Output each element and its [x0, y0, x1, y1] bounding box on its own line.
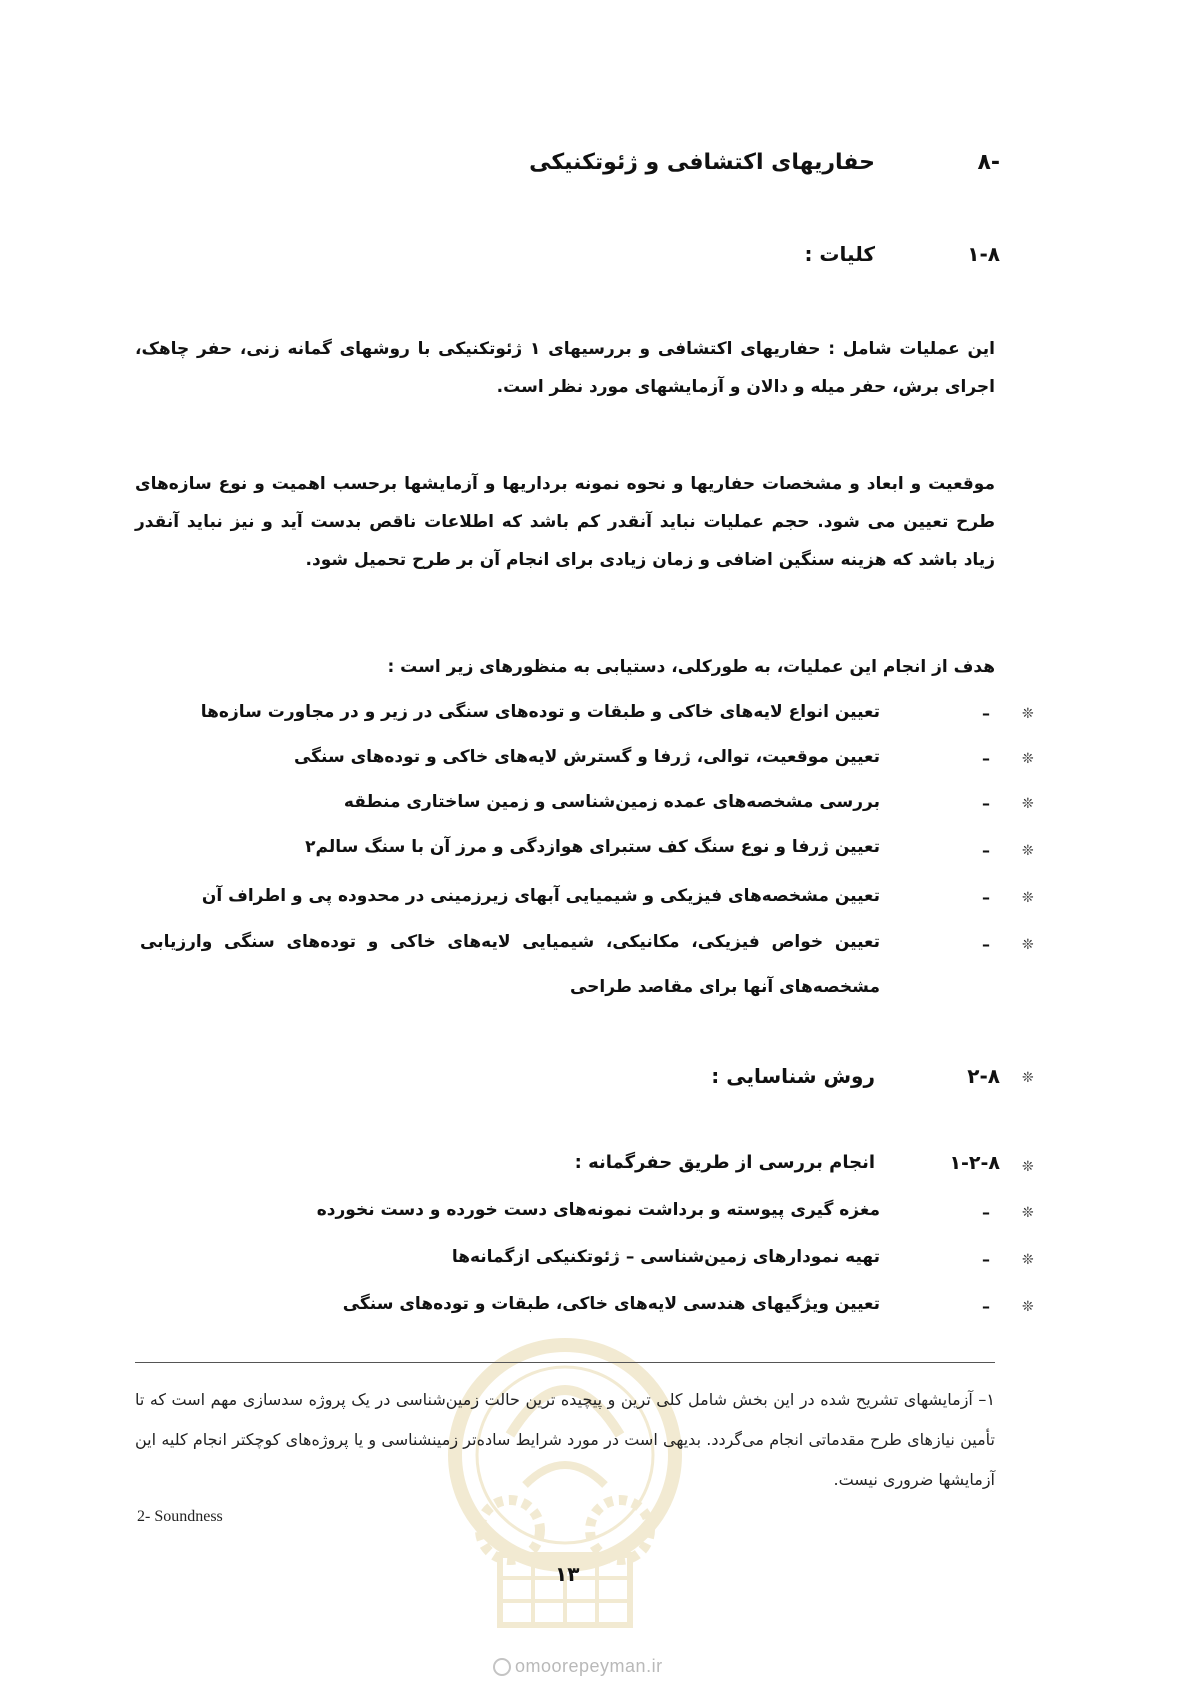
- footnote-divider: [135, 1362, 995, 1363]
- list-item: تعیین ژرفا و نوع سنگ کف ستبرای هوازدگی و مرز آن با سنگ سالم۲: [305, 837, 880, 857]
- footnote-2: 2- Soundness: [137, 1508, 223, 1525]
- subsection-title: انجام بررسی از طریق حفرگمانه :: [574, 1152, 875, 1173]
- section-number: ۸-: [977, 150, 1000, 175]
- subsection-number: ۱-۲-۸: [949, 1152, 1000, 1174]
- section-title: حفاریهای اکتشافی و ژئوتکنیکی: [529, 150, 875, 175]
- globe-icon: [493, 1658, 511, 1676]
- list-item: تعیین ویژگیهای هندسی لایه‌های خاکی، طبقات و توده‌های سنگی: [342, 1294, 880, 1314]
- dash-mark: –: [982, 1297, 990, 1316]
- dash-mark: –: [982, 794, 990, 813]
- subsection-number: ۱-۸: [967, 242, 1000, 266]
- goals-intro: هدف از انجام این عملیات، به طورکلی، دستیابی به منظورهای زیر است :: [387, 657, 995, 677]
- list-item: تهیه نمودارهای زمین‌شناسی – ژئوتکنیکی ازگمانه‌ها: [451, 1247, 880, 1267]
- subsection-number: ۲-۸: [967, 1064, 1000, 1088]
- paragraph-scope: موقعیت و ابعاد و مشخصات حفاریها و نحوه نمونه برداریها و آزمایشها برحسب اهمیت و نوع سازه‌های طرح تعیین می شود. حجم عملیات نباید آنقدر کم باشد که اطلاعات ناقص بدست آید و نیز نباید آنقدر زیاد باشد که هزینه سنگین اضافی و زمان زیادی برای انجام آن بر طرح تحمیل شود.: [135, 474, 995, 570]
- bullet-icon: ❊: [1022, 1299, 1034, 1315]
- website-url: omoorepeyman.ir: [515, 1656, 663, 1676]
- bullet-icon: ❊: [1022, 1070, 1034, 1086]
- dash-mark: –: [982, 888, 990, 907]
- bullet-icon: ❊: [1022, 1252, 1034, 1268]
- bullet-icon: ❊: [1022, 1159, 1034, 1175]
- bullet-icon: ❊: [1022, 751, 1034, 767]
- dash-mark: –: [982, 935, 990, 954]
- bullet-icon: ❊: [1022, 1205, 1034, 1221]
- dash-mark: –: [982, 1203, 990, 1222]
- bullet-icon: ❊: [1022, 796, 1034, 812]
- list-item: بررسی مشخصه‌های عمده زمین‌شناسی و زمین ساختاری منطقه: [343, 792, 880, 812]
- list-item: تعیین انواع لایه‌های خاکی و طبقات و توده‌های سنگی در زیر و در مجاورت سازه‌ها: [200, 702, 880, 722]
- bullet-icon: ❊: [1022, 843, 1034, 859]
- dash-mark: –: [982, 749, 990, 768]
- bullet-icon: ❊: [1022, 706, 1034, 722]
- subsection-title: روش شناسایی :: [711, 1064, 875, 1088]
- list-item: مغزه گیری پیوسته و برداشت نمونه‌های دست خورده و دست نخورده: [316, 1200, 880, 1220]
- list-item: تعیین مشخصه‌های فیزیکی و شیمیایی آبهای زیرزمینی در محدوده پی و اطراف آن: [201, 886, 880, 906]
- dash-mark: –: [982, 841, 990, 860]
- dash-mark: –: [982, 704, 990, 723]
- page-number: ۱۳: [555, 1562, 580, 1586]
- subsection-title: کلیات :: [804, 242, 875, 266]
- footnote-1: ۱– آزمایشهای تشریح شده در این بخش شامل کلی ترین و پیچیده ترین حالت زمین‌شناسی در یک پروژه سدسازی مهم است که تا تأمین نیازهای طرح مقدماتی انجام می‌گردد. بدیهی است در مورد شرایط ساده‌تر زمینشناسی و یا پروژه‌های کوچکتر انجام کلیه این آزمایشها ضروری نیست.: [135, 1390, 995, 1489]
- list-item: تعیین خواص فیزیکی، مکانیکی، شیمیایی لایه‌های خاکی و توده‌های سنگی وارزیابی مشخصه‌های آنها برای مقاصد طراحی: [140, 932, 880, 997]
- list-item: تعیین موقعیت، توالی، ژرفا و گسترش لایه‌های خاکی و توده‌های سنگی: [293, 747, 880, 767]
- dash-mark: –: [982, 1250, 990, 1269]
- paragraph-intro: این عملیات شامل : حفاریهای اکتشافی و بررسیهای ۱ ژئوتکنیکی با روشهای گمانه زنی، حفر چاهک، اجرای برش، حفر میله و دالان و آزمایشهای مورد نظر است.: [135, 339, 995, 397]
- bullet-icon: ❊: [1022, 937, 1034, 953]
- website-watermark: [493, 1656, 663, 1677]
- bullet-icon: ❊: [1022, 890, 1034, 906]
